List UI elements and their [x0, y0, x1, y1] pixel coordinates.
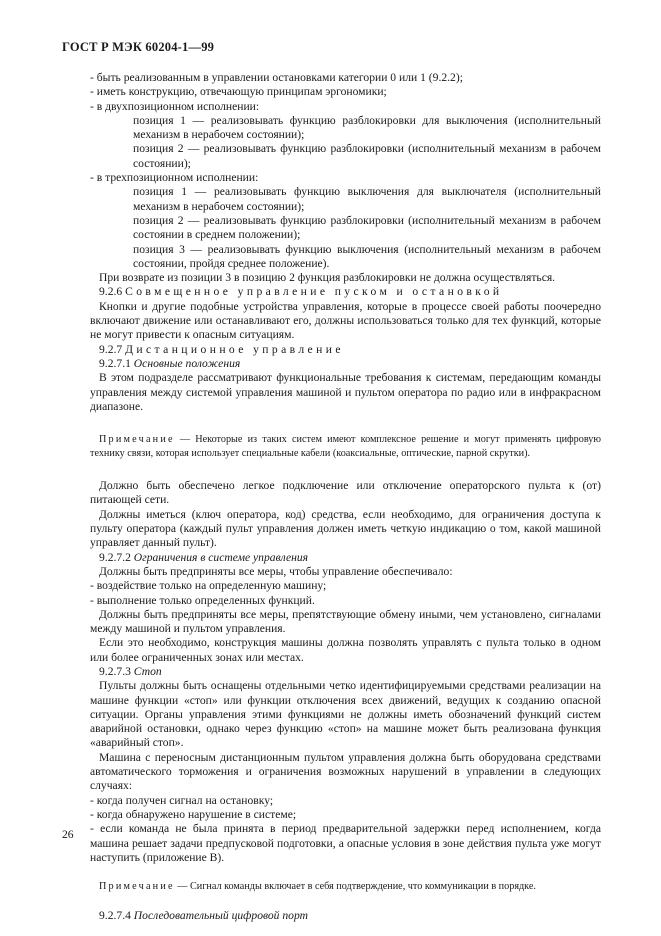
- position-item: позиция 2 — реализовывать функцию разблокировки (исполнительный механизм в рабочем состоянии);: [133, 142, 601, 170]
- section-number: 9.2.7.3: [99, 664, 131, 678]
- position-item: позиция 2 — реализовывать функцию разблокировки (исполнительный механизм в рабочем состоянии в среднем положении);: [133, 213, 601, 242]
- section-heading-9-2-7-1: [90, 357, 601, 371]
- section-number: 9.2.7.4: [99, 908, 131, 922]
- paragraph: Если это необходимо, конструкция машины должна позволять управлять с пульта только в одном или более ограниченных зонах или местах.: [90, 636, 601, 664]
- paragraph: При возврате из позиции 3 в позицию 2 функция разблокировки не должна осуществляться.: [99, 271, 556, 285]
- section-title: Дистанционное управление: [125, 342, 344, 356]
- paragraph: Должны иметься (ключ оператора, код) средства, если необходимо, для ограничения доступа к пульту оператора (каждый пульт управления должен иметь четкую индикацию о том, какой машиной управляет данный пульт).: [90, 507, 601, 550]
- section-title: Стоп: [133, 664, 162, 678]
- list-item: - если команда не была принята в период предварительной задержки перед исполнением, когда машина решает задачи предпусковой подготовки, а опасные условия в зоне действия пульта уже могут наступить (приложение В).: [90, 822, 601, 864]
- list-item: - когда обнаружено нарушение в системе;: [90, 807, 297, 821]
- list-item: - когда получен сигнал на остановку;: [90, 793, 274, 807]
- document-body: [90, 71, 601, 923]
- section-heading-9-2-7: [90, 343, 601, 357]
- note: [90, 433, 601, 460]
- note-label: Примечание: [99, 434, 175, 446]
- paragraph: Машина с переносным дистанционным пультом управления должна быть оборудована средствами автоматического торможения и ограничения возможных нарушений в управлении в следующих случаях:: [90, 750, 601, 793]
- paragraph: В этом подразделе рассматривают функциональные требования к системам, передающим команды управления между системой управления машиной и пультом оператора по радио или в инфракрасном диапазоне.: [90, 371, 601, 413]
- note-text: — Некоторые из таких систем имеют комплексное решение и могут применять цифровую технику связи, которая использует специальные кабели (коаксиальные, оптические, парной скрутки).: [90, 434, 602, 459]
- list-item: - в трехпозиционном исполнении:: [90, 171, 259, 185]
- section-title: Ограничения в системе управления: [133, 550, 309, 564]
- section-heading-9-2-7-2: [90, 551, 601, 565]
- note-text: — Сигнал команды включает в себя подтверждение, что коммуникации в порядке.: [177, 881, 536, 893]
- section-heading-9-2-6: [90, 285, 601, 299]
- paragraph: Кнопки и другие подобные устройства управления, которые в процессе своей работы поочередно включают движение или останавливают его, должны использоваться только для тех функций, которые не могут привести к опасным ситуациям.: [90, 299, 601, 342]
- position-item: позиция 1 — реализовывать функцию выключения для выключателя (исполнительный механизм в нерабочем состоянии);: [133, 185, 601, 213]
- section-title: Последовательный цифровой порт: [133, 908, 308, 922]
- list-item: - в двухпозиционном исполнении:: [90, 99, 260, 113]
- position-item: позиция 3 — реализовывать функцию выключения (исполнительный механизм в рабочем состоянии, пройдя среднее положение).: [133, 242, 601, 270]
- list-item: - быть реализованным в управлении остановками категории 0 или 1 (9.2.2);: [90, 71, 463, 84]
- paragraph: Должно быть обеспечено легкое подключение или отключение операторского пульта к (от) питающей сети.: [90, 479, 601, 507]
- section-number: 9.2.7.1: [99, 356, 131, 370]
- paragraph: Должны быть предприняты все меры, препятствующие обмену иными, чем установлено, сигналами между машиной и пультом управления.: [90, 607, 601, 636]
- section-heading-9-2-7-3: [90, 665, 601, 679]
- note: [90, 880, 601, 894]
- document-header: ГОСТ Р МЭК 60204-1—99: [62, 40, 215, 54]
- section-number: 9.2.6: [99, 285, 123, 299]
- list-item: - воздействие только на определенную машину;: [90, 579, 327, 593]
- paragraph: Пульты должны быть оснащены отдельными четко идентифицируемыми средствами реализации на машине функции «стоп» или функции отключения всех движений, ведущих к созданию опасной ситуации. Органы управления этими функциями не должны иметь обозначений функций систем аварийной остановки, однако через функцию «стоп» на машине может быть реализована функция «аварийный стоп».: [90, 679, 601, 750]
- note-label: Примечание: [99, 881, 175, 893]
- section-heading-9-2-7-4: [90, 909, 601, 923]
- section-number: 9.2.7: [99, 342, 123, 356]
- section-title: Основные положения: [133, 356, 241, 370]
- list-item: - выполнение только определенных функций.: [90, 593, 315, 607]
- position-item: позиция 1 — реализовывать функцию разблокировки для выключения (исполнительный механизм в нерабочем состоянии);: [133, 113, 601, 142]
- section-number: 9.2.7.2: [99, 550, 131, 564]
- list-item: - иметь конструкцию, отвечающую принципам эргономики;: [90, 85, 387, 99]
- section-title: Совмещенное управление пуском и остановкой: [125, 285, 503, 299]
- paragraph: Должны быть предприняты все меры, чтобы управление обеспечивало:: [99, 564, 453, 578]
- page-number: 26: [62, 828, 74, 841]
